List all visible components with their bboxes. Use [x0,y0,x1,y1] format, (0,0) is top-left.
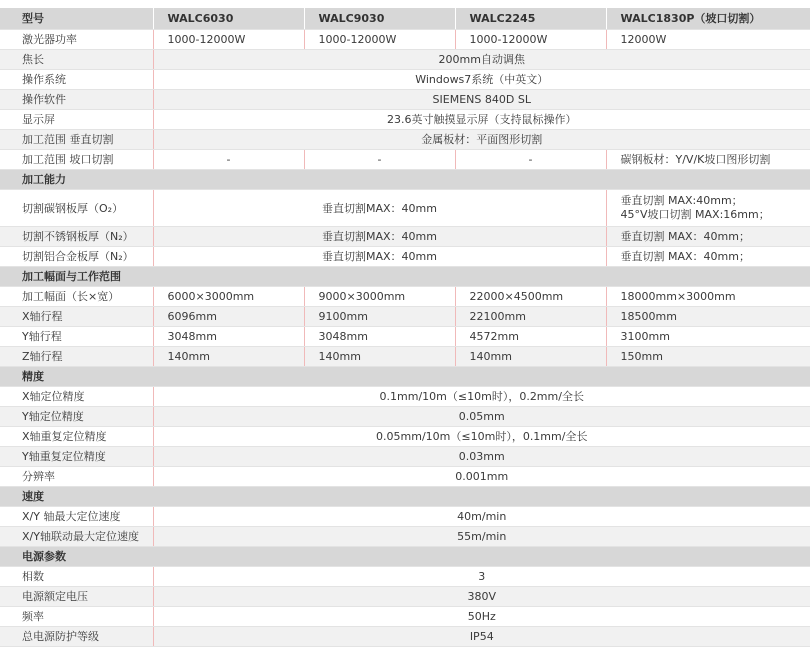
model-walc1830p: WALC1830P（坡口切割） [606,8,810,30]
cell-value: 200mm自动调焦 [153,50,810,70]
table-row [0,327,810,347]
cell-value: 3048mm [304,327,455,347]
table-row [0,287,810,307]
cell-value: 150mm [606,347,810,367]
cell-value: 0.05mm/10m（≤10m时），0.1mm/全长 [153,427,810,447]
section-title: 速度 [0,487,810,507]
cell-value: 9100mm [304,307,455,327]
cell-value: 3 [153,567,810,587]
cell-value: 1000-12000W [455,30,606,50]
row-label: 操作系统 [0,70,153,90]
cell-value: 垂直切割 MAX：40mm； [606,247,810,267]
cell-value: 3100mm [606,327,810,347]
cell-value: 3048mm [153,327,304,347]
cell-value: 12000W [606,30,810,50]
cell-value: 50Hz [153,607,810,627]
cell-value: 垂直切割 MAX：40mm； [606,227,810,247]
row-label: 切割铝合金板厚（N₂） [0,247,153,267]
cell-value: 0.1mm/10m（≤10m时），0.2mm/全长 [153,387,810,407]
cell-value: - [304,150,455,170]
table-row [0,427,810,447]
table-row [0,527,810,547]
row-label: 激光器功率 [0,30,153,50]
table-row [0,347,810,367]
cell-value: 0.05mm [153,407,810,427]
section-header-speed [0,487,810,507]
section-title: 电源参数 [0,547,810,567]
section-header-power [0,547,810,567]
cell-value: Windows7系统（中英文） [153,70,810,90]
cell-value: 金属板材：平面图形切割 [153,130,810,150]
row-label: 加工幅面（长×宽） [0,287,153,307]
cell-value: 0.03mm [153,447,810,467]
section-header-capability [0,170,810,190]
table-row [0,30,810,50]
table-row [0,50,810,70]
cell-value: 0.001mm [153,467,810,487]
cell-value: 140mm [153,347,304,367]
table-row [0,607,810,627]
model-walc6030: WALC6030 [153,8,304,30]
cell-value: - [153,150,304,170]
table-row [0,627,810,647]
row-label: Y轴重复定位精度 [0,447,153,467]
section-title: 加工幅面与工作范围 [0,267,810,287]
table-row [0,70,810,90]
row-label: 显示屏 [0,110,153,130]
table-row [0,190,810,227]
row-label: X/Y 轴最大定位速度 [0,507,153,527]
section-title: 加工能力 [0,170,810,190]
section-header-precision [0,367,810,387]
model-walc9030: WALC9030 [304,8,455,30]
row-label: 加工范围 垂直切割 [0,130,153,150]
cell-value: - [455,150,606,170]
table-row [0,90,810,110]
cell-value: 23.6英寸触摸显示屏（支持鼠标操作） [153,110,810,130]
table-row [0,407,810,427]
row-label: X/Y轴联动最大定位速度 [0,527,153,547]
spec-table [0,8,810,647]
section-header-workarea [0,267,810,287]
cell-value: 垂直切割MAX：40mm [153,227,606,247]
cell-value: 垂直切割MAX：40mm [153,247,606,267]
cell-value: 9000×3000mm [304,287,455,307]
table-row [0,227,810,247]
cell-value: 18000mm×3000mm [606,287,810,307]
cell-line: 垂直切割 MAX:40mm； [620,194,743,207]
table-row [0,467,810,487]
row-label: Y轴行程 [0,327,153,347]
table-row [0,130,810,150]
cell-value: 1000-12000W [304,30,455,50]
cell-value: 4572mm [455,327,606,347]
row-label: 分辨率 [0,467,153,487]
cell-value: 18500mm [606,307,810,327]
table-row [0,150,810,170]
section-title: 精度 [0,367,810,387]
cell-value: 碳钢板材：Y/V/K坡口图形切割 [606,150,810,170]
row-label: 加工范围 坡口切割 [0,150,153,170]
cell-value: 380V [153,587,810,607]
row-label: 总电源防护等级 [0,627,153,647]
table-row [0,110,810,130]
cell-value: 1000-12000W [153,30,304,50]
cell-value: 6000×3000mm [153,287,304,307]
cell-value: 垂直切割MAX：40mm [153,190,606,227]
row-label: Y轴定位精度 [0,407,153,427]
model-walc2245: WALC2245 [455,8,606,30]
row-label: X轴行程 [0,307,153,327]
cell-value: 55m/min [153,527,810,547]
table-row [0,567,810,587]
cell-value: SIEMENS 840D SL [153,90,810,110]
table-row [0,587,810,607]
row-label: 操作软件 [0,90,153,110]
cell-value: 22100mm [455,307,606,327]
table-row [0,247,810,267]
cell-line: 45°V坡口切割 MAX:16mm； [620,208,770,221]
table-row [0,507,810,527]
row-label: 相数 [0,567,153,587]
row-label: Z轴行程 [0,347,153,367]
cell-value-multiline [606,190,810,227]
table-row [0,447,810,467]
table-row [0,307,810,327]
cell-value: 140mm [304,347,455,367]
table-row [0,387,810,407]
row-label: 焦长 [0,50,153,70]
row-label: 电源额定电压 [0,587,153,607]
row-label: 切割不锈钢板厚（N₂） [0,227,153,247]
header-label: 型号 [0,8,153,30]
row-label: X轴定位精度 [0,387,153,407]
row-label: X轴重复定位精度 [0,427,153,447]
cell-value: 40m/min [153,507,810,527]
cell-value: 6096mm [153,307,304,327]
row-label: 频率 [0,607,153,627]
cell-value: 140mm [455,347,606,367]
cell-value: 22000×4500mm [455,287,606,307]
row-label: 切割碳钢板厚（O₂） [0,190,153,227]
cell-value: IP54 [153,627,810,647]
table-header-row [0,8,810,30]
